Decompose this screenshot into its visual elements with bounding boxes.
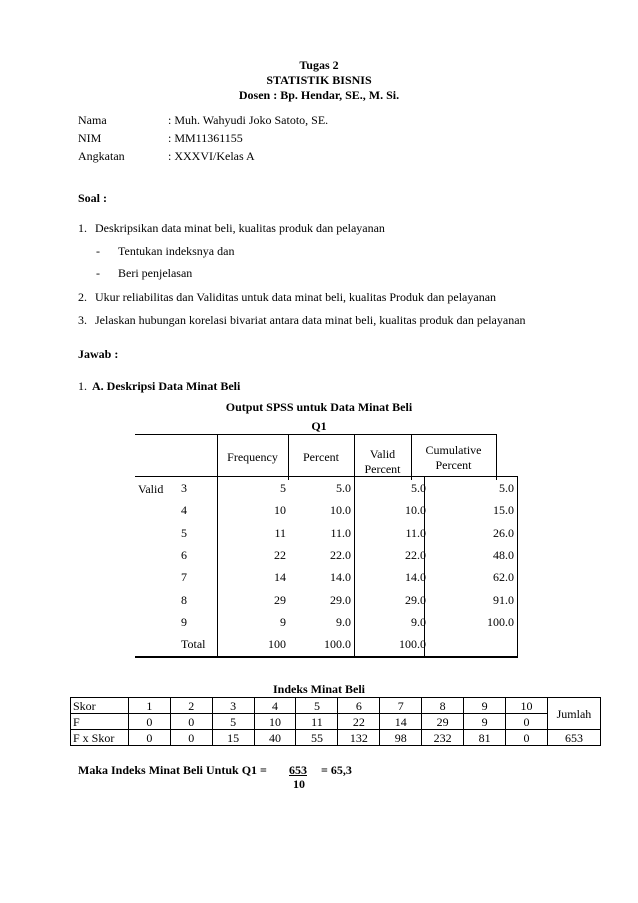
cumulative-percent-cell: 62.0: [493, 570, 514, 585]
info-value-nama: : Muh. Wahyudi Joko Satoto, SE.: [168, 113, 329, 127]
cumulative-percent-cell: 26.0: [493, 525, 514, 540]
skor-cell: 10: [506, 698, 548, 714]
valid-percent-cell: 10.0: [405, 503, 426, 518]
index-row-skor: [71, 698, 601, 714]
frequency-cell: 10: [274, 503, 286, 518]
f-cell: 29: [422, 714, 464, 730]
frequency-cell: 14: [274, 570, 286, 585]
cumulative-percent-cell: 91.0: [493, 592, 514, 607]
spss-row: [135, 481, 518, 497]
header-cumulative-percent: Cumulative Percent: [411, 435, 496, 481]
fx-cell: 81: [464, 730, 506, 746]
soal-num-2: 2.: [78, 290, 87, 304]
header-valid-percent: Valid Percent: [354, 435, 411, 481]
index-row-f: [71, 714, 601, 730]
jumlah-value: 653: [547, 730, 600, 746]
skor-cell: 9: [464, 698, 506, 714]
frequency-cell: 11: [274, 525, 286, 540]
spss-row: [135, 637, 518, 653]
valid-percent-cell: 100.0: [399, 637, 426, 652]
row-label: 5: [181, 525, 187, 540]
skor-cell: 5: [296, 698, 338, 714]
f-cell: 10: [254, 714, 296, 730]
fx-cell: 55: [296, 730, 338, 746]
sub-text-1: Tentukan indeksnya dan: [118, 244, 235, 258]
f-cell: 11: [296, 714, 338, 730]
skor-cell: 2: [170, 698, 212, 714]
valid-percent-cell: 5.0: [411, 481, 426, 495]
frequency-cell: 29: [274, 592, 286, 607]
spss-row: [135, 570, 518, 586]
percent-cell: 100.0: [324, 637, 351, 652]
percent-cell: 5.0: [336, 481, 351, 495]
spss-row: [135, 593, 518, 609]
spss-header-row: [135, 435, 588, 481]
cumulative-percent-cell: 100.0: [487, 614, 514, 629]
formula-result: = 65,3: [321, 763, 352, 777]
header-percent: Percent: [288, 435, 354, 481]
soal-num-3: 3.: [78, 313, 87, 327]
sub-dash-1: -: [96, 244, 100, 258]
header-frequency: Frequency: [217, 435, 288, 481]
row-label-fx: F x Skor: [71, 730, 129, 746]
cumulative-percent-cell: 5.0: [499, 481, 514, 495]
sub-text-2: Beri penjelasan: [118, 266, 193, 280]
percent-cell: 14.0: [330, 570, 351, 585]
spss-title: Output SPSS untuk Data Minat Beli: [225, 400, 413, 414]
jumlah-header: Jumlah: [547, 698, 600, 730]
valid-percent-cell: 22.0: [405, 547, 426, 562]
f-cell: 0: [128, 714, 170, 730]
percent-cell: 10.0: [330, 503, 351, 518]
frequency-cell: 100: [268, 637, 286, 652]
valid-percent-cell: 11.0: [405, 525, 426, 540]
f-cell: 5: [212, 714, 254, 730]
info-label-angkatan: Angkatan: [78, 149, 125, 163]
frequency-cell: 9: [280, 614, 286, 629]
jawab-heading: Jawab :: [78, 347, 119, 361]
skor-cell: 3: [212, 698, 254, 714]
skor-cell: 4: [254, 698, 296, 714]
skor-cell: 7: [380, 698, 422, 714]
percent-cell: 9.0: [336, 614, 351, 629]
row-label: Total: [181, 637, 206, 652]
fx-cell: 232: [422, 730, 464, 746]
cumulative-percent-cell: 48.0: [493, 547, 514, 562]
percent-cell: 22.0: [330, 547, 351, 562]
index-table: [70, 697, 601, 746]
skor-cell: 6: [338, 698, 380, 714]
row-label: 4: [181, 503, 187, 518]
row-label: 6: [181, 547, 187, 562]
f-cell: 22: [338, 714, 380, 730]
index-row-fx: [71, 730, 601, 746]
f-cell: 0: [170, 714, 212, 730]
spss-group-label: Valid: [138, 482, 164, 496]
fx-cell: 15: [212, 730, 254, 746]
valid-percent-cell: 9.0: [411, 614, 426, 629]
soal-text-1: Deskripsikan data minat beli, kualitas produk dan pelayanan: [95, 221, 385, 235]
fx-cell: 0: [128, 730, 170, 746]
f-cell: 14: [380, 714, 422, 730]
spss-subtitle: Q1: [311, 419, 327, 433]
lecturer-line: Dosen : Bp. Hendar, SE., M. Si.: [238, 88, 400, 102]
formula-numerator: 653: [289, 763, 307, 777]
info-value-nim: : MM11361155: [168, 131, 243, 145]
row-label: 7: [181, 570, 187, 585]
formula-prefix: Maka Indeks Minat Beli Untuk Q1 =: [78, 763, 267, 777]
row-label: 3: [181, 481, 187, 495]
percent-cell: 11.0: [330, 525, 351, 540]
sub-dash-2: -: [96, 266, 100, 280]
row-label: 8: [181, 592, 187, 607]
frequency-cell: 5: [280, 481, 286, 495]
info-label-nim: NIM: [78, 131, 102, 145]
fx-cell: 40: [254, 730, 296, 746]
percent-cell: 29.0: [330, 592, 351, 607]
cumulative-percent-cell: 15.0: [493, 503, 514, 518]
spss-row: [135, 615, 518, 631]
spss-row: [135, 526, 518, 542]
soal-heading: Soal :: [78, 191, 108, 205]
index-title: Indeks Minat Beli: [272, 682, 365, 696]
spss-row: [135, 548, 518, 564]
skor-cell: 8: [422, 698, 464, 714]
info-value-angkatan: : XXXVI/Kelas A: [168, 149, 255, 163]
f-cell: 9: [464, 714, 506, 730]
section-title: A. Deskripsi Data Minat Beli: [92, 379, 241, 393]
fx-cell: 132: [338, 730, 380, 746]
fx-cell: 98: [380, 730, 422, 746]
soal-num-1: 1.: [78, 221, 87, 235]
skor-cell: 1: [128, 698, 170, 714]
f-cell: 0: [506, 714, 548, 730]
spss-frequency-table: [135, 434, 588, 480]
course-title: STATISTIK BISNIS: [266, 73, 372, 87]
fx-cell: 0: [506, 730, 548, 746]
row-label-skor: Skor: [71, 698, 129, 714]
row-label-f: F: [71, 714, 129, 730]
info-label-nama: Nama: [78, 113, 107, 127]
frequency-cell: 22: [274, 547, 286, 562]
soal-text-3: Jelaskan hubungan korelasi bivariat antara data minat beli, kualitas produk dan pelayanan: [95, 313, 526, 327]
formula-denominator: 10: [293, 777, 305, 791]
soal-text-2: Ukur reliabilitas dan Validitas untuk data minat beli, kualitas Produk dan pelayanan: [95, 290, 497, 304]
fx-cell: 0: [170, 730, 212, 746]
section-num: 1.: [78, 379, 87, 393]
doc-title: Tugas 2: [299, 58, 339, 72]
row-label: 9: [181, 614, 187, 629]
spss-row: [135, 503, 518, 519]
valid-percent-cell: 29.0: [405, 592, 426, 607]
valid-percent-cell: 14.0: [405, 570, 426, 585]
spss-table-body: [135, 476, 518, 658]
